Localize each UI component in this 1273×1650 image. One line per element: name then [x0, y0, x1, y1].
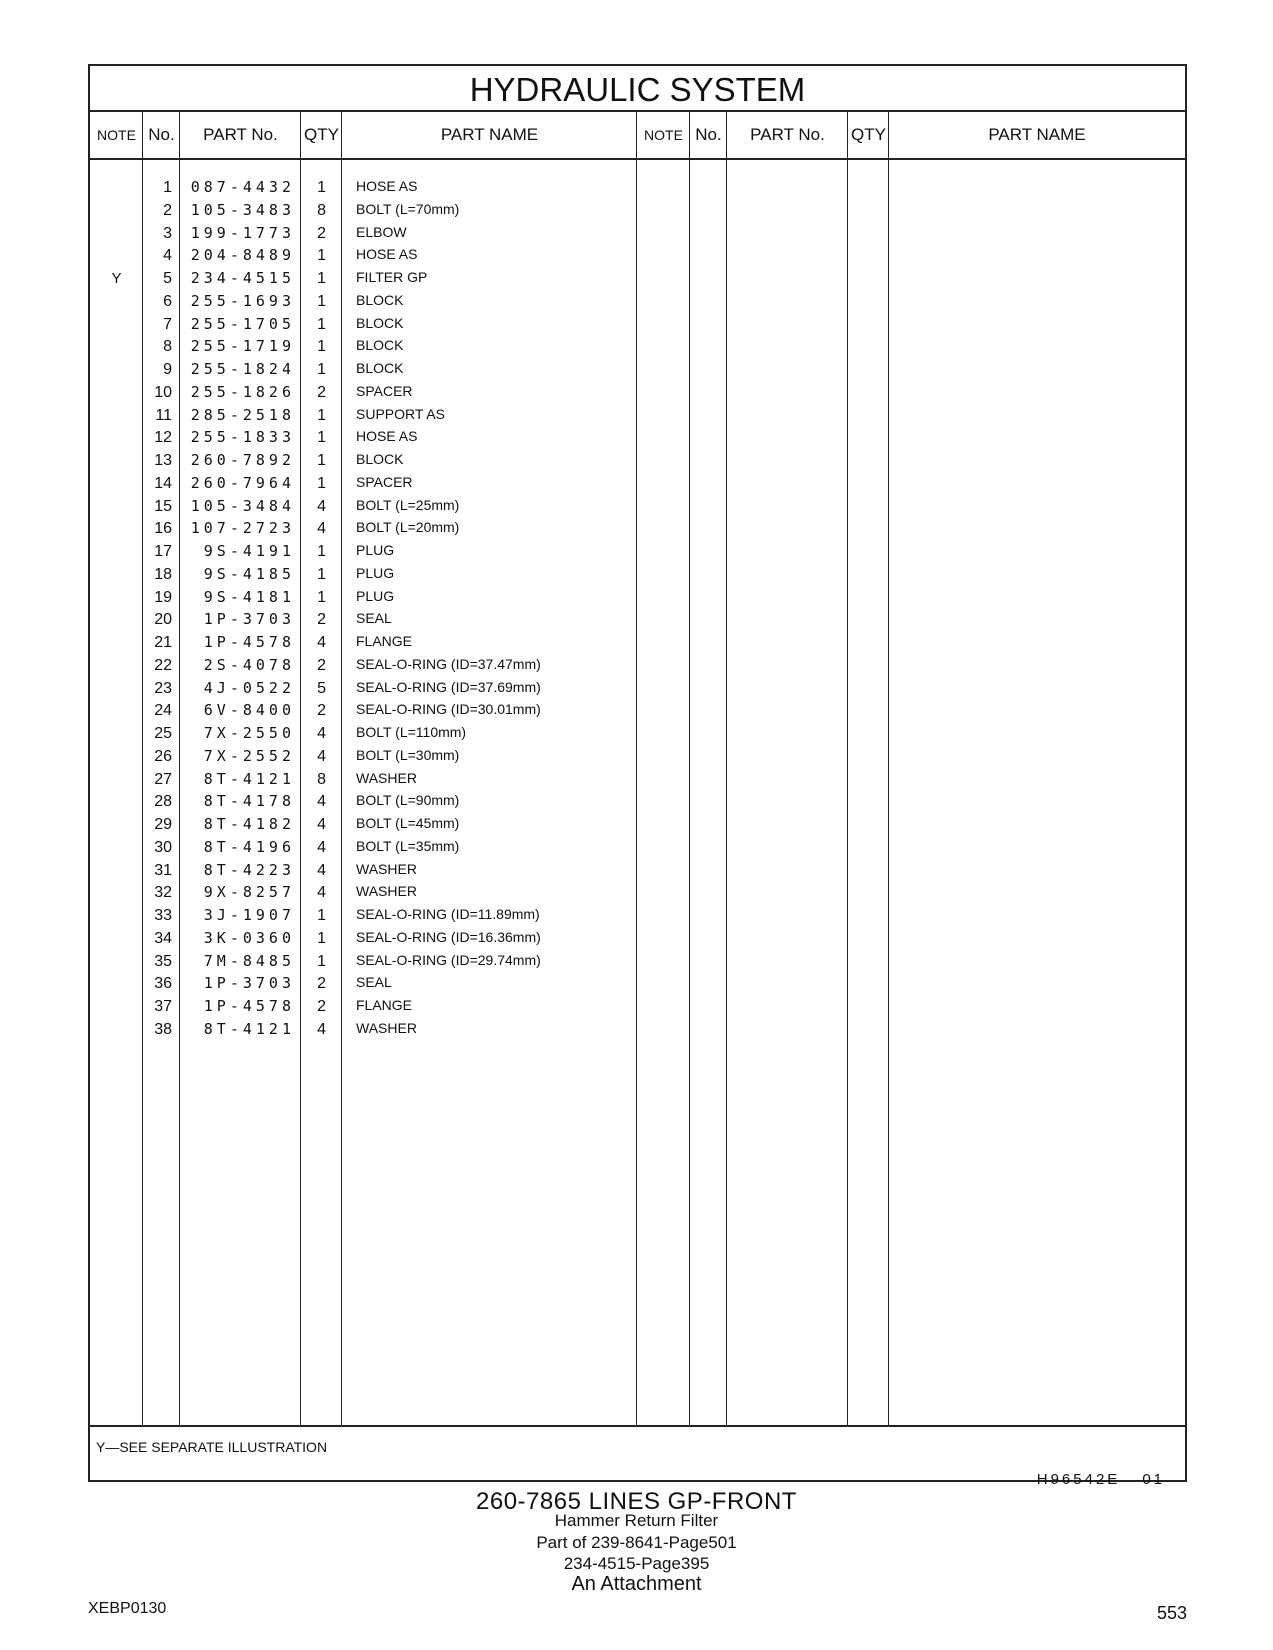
row-quantity: 4	[317, 816, 326, 833]
table-row	[90, 859, 1185, 882]
caption-subtitle: Hammer Return Filter	[554, 1511, 719, 1530]
row-part-number: 105-3483	[190, 200, 295, 219]
row-number: 13	[154, 452, 172, 469]
row-number: 30	[154, 838, 172, 856]
row-number: 21	[154, 634, 172, 651]
table-row	[90, 199, 1185, 222]
row-part-number: 7X-2550	[203, 724, 295, 742]
row-number: 3	[163, 224, 172, 242]
row-part-number: 7X-2552	[203, 746, 295, 765]
row-part-number: 9S-4185	[203, 564, 295, 583]
row-part-name: SEAL-O-RING (ID=37.47mm)	[356, 655, 541, 672]
row-quantity: 4	[317, 884, 326, 902]
row-part-number: 7M-8485	[203, 951, 295, 970]
table-row	[90, 836, 1185, 859]
row-number: 2	[163, 201, 172, 219]
row-quantity: 1	[317, 474, 326, 492]
row-quantity: 1	[317, 929, 326, 947]
header-qty: QTY	[304, 125, 339, 144]
row-number: 22	[154, 656, 172, 674]
row-part-number: 6V-8400	[203, 701, 295, 720]
table-row	[90, 335, 1185, 358]
caption-attachment: An Attachment	[571, 1573, 702, 1595]
page-number: 553	[1156, 1603, 1187, 1623]
row-number: 19	[154, 588, 172, 606]
row-quantity: 1	[317, 361, 326, 378]
row-quantity: 2	[317, 611, 326, 629]
row-part-name: SEAL-O-RING (ID=37.69mm)	[356, 678, 541, 695]
row-number: 17	[154, 543, 172, 560]
header-no-right: No.	[695, 125, 722, 144]
row-part-number: 260-7964	[190, 473, 295, 492]
row-part-number: 8T-4182	[203, 815, 295, 833]
row-part-name: HOSE AS	[356, 246, 418, 263]
header-part-no-right: PART No.	[750, 125, 825, 144]
table-row	[90, 995, 1185, 1018]
table-row	[90, 290, 1185, 313]
header-no: No.	[148, 125, 175, 144]
row-part-name: HOSE AS	[356, 428, 418, 445]
table-row	[90, 540, 1185, 563]
row-part-name: ELBOW	[356, 223, 407, 240]
row-quantity: 1	[317, 452, 326, 469]
row-number: 31	[154, 861, 172, 879]
row-part-number: 107-2723	[190, 519, 295, 538]
table-row	[90, 586, 1185, 609]
row-part-number: 8T-4196	[203, 837, 295, 856]
table-row	[90, 222, 1185, 245]
row-part-name: FLANGE	[356, 633, 413, 649]
table-row	[90, 881, 1185, 904]
row-part-name: BOLT (L=45mm)	[356, 815, 460, 831]
table-row	[90, 495, 1185, 518]
header-note-right: NOTE	[644, 127, 683, 143]
row-part-number: 255-1705	[190, 314, 295, 333]
column-header-row	[90, 112, 1185, 160]
row-quantity: 1	[317, 315, 326, 333]
section-title: HYDRAULIC SYSTEM	[90, 66, 1185, 112]
row-number: 18	[154, 565, 172, 583]
row-number: 11	[155, 406, 172, 424]
row-number: 25	[154, 725, 172, 742]
row-part-number: 1P-4578	[203, 997, 295, 1015]
row-quantity: 8	[317, 770, 326, 788]
row-quantity: 8	[317, 201, 326, 219]
row-quantity: 1	[317, 179, 326, 196]
row-part-name: WASHER	[356, 769, 417, 786]
row-quantity: 4	[317, 1020, 326, 1038]
row-number: 36	[154, 975, 172, 993]
table-row	[90, 654, 1185, 677]
table-row	[90, 176, 1185, 199]
row-part-number: 204-8489	[190, 246, 295, 265]
row-part-number: 3K-0360	[203, 928, 295, 947]
row-part-name: BLOCK	[356, 451, 404, 467]
row-quantity: 4	[317, 634, 326, 651]
row-number: 35	[154, 952, 172, 970]
row-number: 12	[154, 429, 172, 447]
row-part-number: 087-4432	[190, 178, 295, 196]
row-number: 7	[163, 315, 172, 333]
row-part-name: WASHER	[356, 1019, 417, 1036]
row-quantity: 1	[317, 270, 326, 287]
row-part-number: 8T-4178	[203, 792, 295, 811]
row-part-name: BOLT (L=110mm)	[356, 724, 467, 740]
row-part-number: 255-1833	[190, 428, 295, 447]
row-quantity: 4	[317, 793, 326, 811]
table-row	[90, 631, 1185, 654]
row-part-name: SEAL-O-RING (ID=11.89mm)	[356, 906, 540, 922]
row-quantity: 4	[317, 861, 326, 879]
table-row	[90, 699, 1185, 722]
row-part-number: 1P-4578	[203, 633, 295, 651]
row-part-number: 255-1824	[190, 360, 295, 378]
table-row	[90, 358, 1185, 381]
row-part-number: 8T-4121	[203, 1019, 295, 1038]
row-part-number: 8T-4121	[203, 769, 295, 788]
row-quantity: 1	[317, 565, 326, 583]
table-row	[90, 449, 1185, 472]
table-row	[90, 517, 1185, 540]
row-quantity: 1	[317, 543, 326, 560]
row-quantity: 4	[317, 497, 326, 515]
table-row	[90, 722, 1185, 745]
row-part-name: BLOCK	[356, 337, 404, 354]
parts-table	[88, 64, 1187, 1488]
table-row	[90, 677, 1185, 700]
row-quantity: 1	[317, 907, 326, 924]
row-part-number: 8T-4223	[203, 860, 295, 879]
row-quantity: 1	[317, 429, 326, 447]
row-quantity: 1	[317, 292, 326, 310]
table-row	[90, 745, 1185, 768]
row-number: 1	[163, 179, 172, 196]
row-quantity: 2	[317, 224, 326, 242]
row-part-number: 199-1773	[190, 223, 295, 242]
row-quantity: 2	[317, 702, 326, 720]
row-part-name: SEAL-O-RING (ID=16.36mm)	[356, 928, 541, 945]
row-quantity: 1	[317, 588, 326, 606]
header-part-no: PART No.	[203, 125, 278, 144]
table-row	[90, 790, 1185, 813]
row-number: 5	[163, 270, 172, 287]
table-row	[90, 563, 1185, 586]
row-part-name: BOLT (L=30mm)	[356, 746, 460, 763]
row-part-number: 255-1719	[190, 337, 295, 356]
row-part-name: SPACER	[356, 473, 413, 490]
row-number: 16	[154, 520, 172, 538]
header-part-name-right: PART NAME	[988, 125, 1086, 144]
row-quantity: 1	[317, 952, 326, 970]
caption-reference-1: Part of 239-8641-Page501	[536, 1533, 737, 1552]
row-part-name: SEAL	[356, 974, 392, 991]
row-part-number: 3J-1907	[203, 906, 295, 924]
row-quantity: 5	[317, 679, 326, 697]
row-part-number: 105-3484	[190, 496, 295, 515]
document-id: XEBP0130	[88, 1600, 167, 1617]
row-part-name: PLUG	[356, 587, 395, 604]
row-part-number: 4J-0522	[203, 678, 295, 697]
row-part-name: BOLT (L=70mm)	[356, 200, 460, 217]
table-row	[90, 472, 1185, 495]
row-part-name: HOSE AS	[356, 178, 418, 194]
row-note: Y	[111, 270, 122, 287]
reference-revision: 01	[1142, 1471, 1165, 1488]
table-row	[90, 313, 1185, 336]
row-part-name: BOLT (L=20mm)	[356, 519, 460, 536]
row-quantity: 1	[317, 406, 326, 424]
row-number: 9	[163, 361, 172, 378]
row-part-name: BOLT (L=25mm)	[356, 496, 460, 513]
row-number: 8	[163, 338, 172, 356]
row-part-name: WASHER	[356, 860, 417, 877]
row-part-number: 1P-3703	[203, 974, 295, 993]
row-part-number: 234-4515	[190, 269, 295, 287]
table-row	[90, 381, 1185, 404]
footnote: Y—SEE SEPARATE ILLUSTRATION	[96, 1439, 328, 1455]
header-note: NOTE	[97, 127, 136, 143]
table-row	[90, 972, 1185, 995]
row-part-name: SEAL-O-RING (ID=29.74mm)	[356, 951, 541, 968]
row-part-number: 1P-3703	[203, 610, 295, 629]
row-part-name: BOLT (L=90mm)	[356, 792, 460, 809]
row-part-number: 9X-8257	[203, 883, 295, 902]
row-number: 29	[154, 816, 172, 833]
caption-title: 260-7865 LINES GP-FRONT	[476, 1488, 797, 1515]
header-part-name: PART NAME	[440, 125, 539, 144]
row-quantity: 1	[317, 338, 326, 356]
row-part-number: 285-2518	[190, 405, 295, 424]
row-part-name: BOLT (L=35mm)	[356, 837, 460, 854]
row-part-number: 260-7892	[190, 451, 295, 469]
table-row	[90, 404, 1185, 427]
table-row	[90, 608, 1185, 631]
row-number: 24	[154, 702, 172, 720]
table-row	[90, 426, 1185, 449]
row-number: 37	[154, 998, 172, 1015]
row-quantity: 4	[317, 725, 326, 742]
row-number: 14	[154, 474, 172, 492]
table-row	[90, 813, 1185, 836]
row-part-name: BLOCK	[356, 314, 404, 331]
caption-reference-2: 234-4515-Page395	[563, 1554, 710, 1573]
row-part-name: FILTER GP	[356, 269, 428, 285]
row-number: 26	[154, 747, 172, 765]
row-part-name: PLUG	[356, 564, 395, 581]
row-number: 4	[163, 247, 172, 265]
table-footer	[90, 1425, 1185, 1488]
row-quantity: 1	[317, 247, 326, 265]
table-row	[90, 768, 1185, 791]
table-row	[90, 244, 1185, 267]
table-row	[90, 904, 1185, 927]
row-quantity: 2	[317, 998, 326, 1015]
table-row	[90, 267, 1185, 290]
row-part-name: SUPPORT AS	[356, 405, 445, 422]
row-number: 33	[154, 907, 172, 924]
row-number: 10	[154, 383, 172, 401]
row-part-name: FLANGE	[356, 997, 413, 1013]
row-number: 27	[154, 770, 172, 788]
table-row	[90, 1018, 1185, 1041]
row-part-number: 255-1693	[190, 291, 295, 310]
row-part-name: SEAL	[356, 610, 392, 627]
row-part-name: SEAL-O-RING (ID=30.01mm)	[356, 701, 541, 718]
row-quantity: 4	[317, 747, 326, 765]
row-number: 6	[163, 292, 172, 310]
row-number: 23	[154, 679, 172, 697]
row-part-number: 9S-4181	[203, 587, 295, 606]
row-part-name: PLUG	[356, 542, 395, 558]
row-quantity: 2	[317, 975, 326, 993]
table-row	[90, 927, 1185, 950]
row-number: 34	[154, 929, 172, 947]
row-part-name: WASHER	[356, 883, 417, 900]
illustration-reference	[1037, 1471, 1165, 1488]
row-quantity: 4	[317, 520, 326, 538]
table-row	[90, 950, 1185, 973]
row-part-number: 255-1826	[190, 382, 295, 401]
row-quantity: 2	[317, 383, 326, 401]
row-number: 15	[154, 497, 172, 515]
row-quantity: 4	[317, 838, 326, 856]
row-number: 38	[154, 1020, 172, 1038]
row-part-number: 9S-4191	[203, 542, 295, 560]
reference-code: H96542E	[1036, 1471, 1121, 1488]
row-part-name: SPACER	[356, 382, 413, 399]
row-part-number: 2S-4078	[203, 655, 295, 674]
row-part-name: BLOCK	[356, 291, 404, 308]
row-part-name: BLOCK	[356, 360, 404, 376]
row-number: 20	[154, 611, 172, 629]
row-number: 32	[154, 884, 172, 902]
row-quantity: 2	[317, 656, 326, 674]
row-number: 28	[154, 793, 172, 811]
header-qty-right: QTY	[851, 125, 886, 144]
